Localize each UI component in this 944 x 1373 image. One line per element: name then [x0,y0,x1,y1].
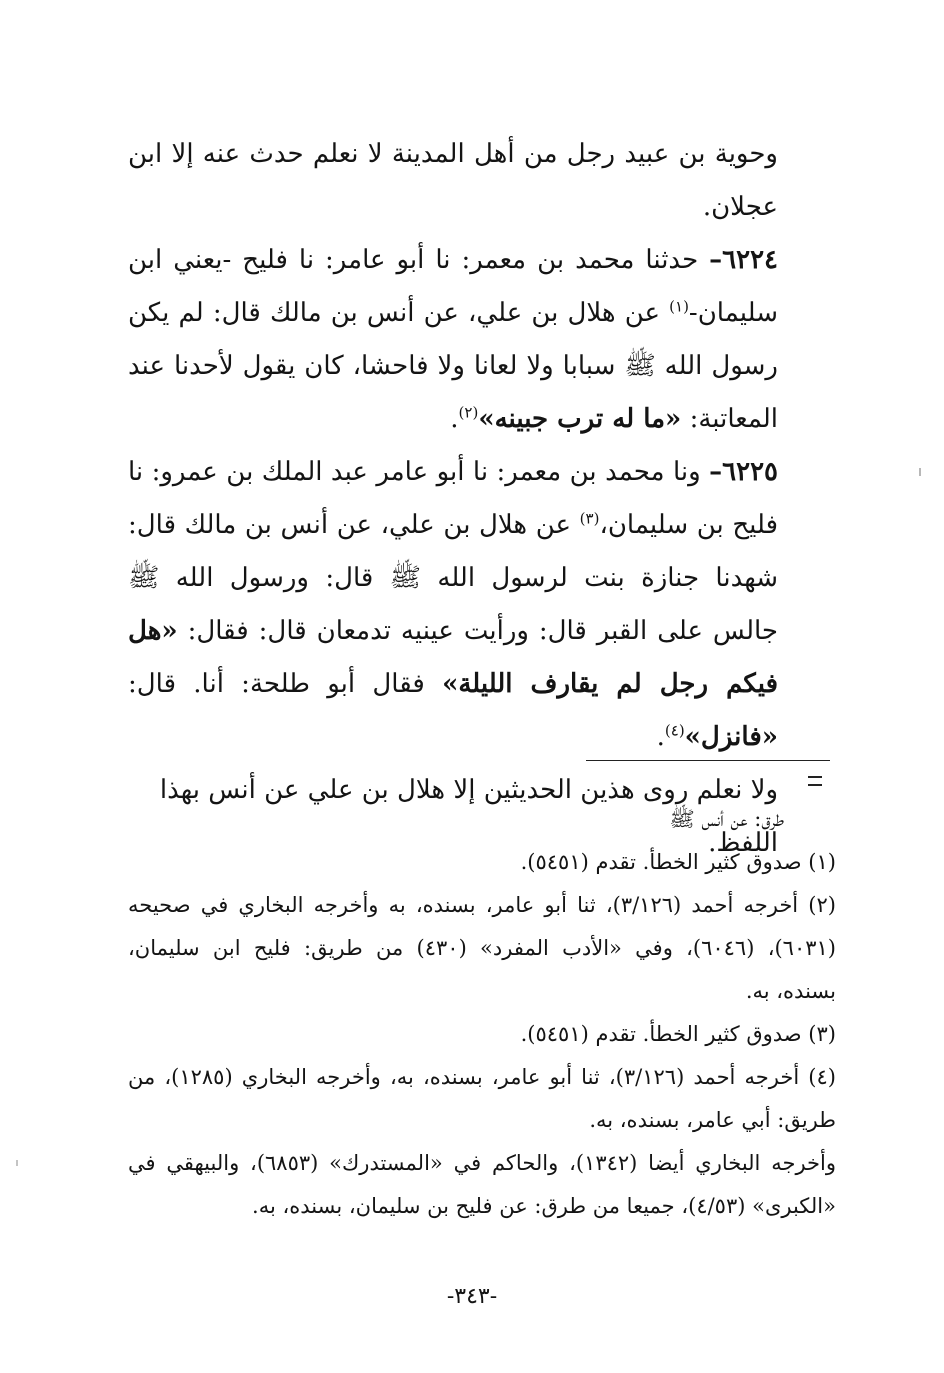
hadith-text: عن هلال بن علي، عن أنس بن مالك قال: لم يكن رسول الله ﷺ سبابا ولا لعانا ولا فاحشا، كان يقول لأحدنا عند المعاتبة: [128,298,778,434]
hadith-text: ونا محمد بن معمر: نا أبو عامر عبد الملك بن عمرو: نا فليح بن سليمان، [128,457,779,540]
continuation-mark [808,776,822,786]
footnote-1: (١) صدوق كثير الخطأ. تقدم (٥٤٥١). [520,850,836,874]
footnote-4-continuation: وأخرجه البخاري أيضا (١٣٤٢)، والحاكم في «المستدرك» (٦٨٥٣)، والبيهقي في «الكبرى» (٤/٥٣)، جميعا من طرق: عن فليح بن سليمان، بسنده، به. [128,1151,836,1218]
hadith-end: . [656,722,665,752]
prophetic-quote: «هل فيكم رجل لم يقارف الليلة» [128,616,779,699]
footnote-2: (٢) أخرجه أحمد (٣/١٢٦)، ثنا أبو عامر، بسنده، به وأخرجه البخاري في صحيحه (٦٠٣١)، (٦٠٤٦)، وفي «الأدب المفرد» (٤٣٠) من طريق: فليح ابن سليمان، بسنده، به. [128,893,836,1003]
prophetic-quote: «فانزل» [684,722,778,752]
hadith-end: . [450,404,459,434]
hadith-text: حدثنا محمد بن معمر: نا أبو عامر: نا فليح -يعني ابن سليمان- [128,245,778,328]
hadith-dash: – [709,245,723,275]
closing-remark: ولا نعلم روى هذين الحديثين إلا هلال بن علي عن أنس بهذا اللفظ. [159,775,778,858]
footnote-3: (٣) صدوق كثير الخطأ. تقدم (٥٤٥١). [520,1022,836,1046]
footnote-ref: (٢) [458,403,479,422]
footnote-ref: (٤) [664,721,685,740]
footnote-4: (٤) أخرجه أحمد (٣/١٢٦)، ثنا أبو عامر، بسنده، به، وأخرجه البخاري (١٢٨٥)، من طريق: أبي عامر، بسنده، به. [128,1065,836,1132]
hadith-6224 [128,234,838,446]
page-number: -٣٤٣- [446,1284,498,1309]
main-text [128,128,838,870]
hadith-text: فقال أبو طلحة: أنا. قال: [128,669,443,699]
footnotes [128,798,836,1228]
hadith-number: ٦٢٢٥ [722,457,778,487]
footnote-continuation: طرق: عن أنس ﷺ [669,807,784,831]
hadith-text: عن هلال بن علي، عن أنس بن مالك قال: شهدنا جنازة بنت لرسول الله ﷺ قال: ورسول الله ﷺ جالس على القبر قال: ورأيت عينيه تدمعان قال: فقال: [128,510,778,646]
hadith-6225 [128,446,838,764]
footnote-separator [586,760,830,761]
hadith-dash: – [709,457,723,487]
margin-mark [16,1160,18,1166]
margin-mark [919,468,921,476]
footnote-ref: (٣) [579,509,600,528]
hadith-number: ٦٢٢٤ [722,245,778,275]
footnote-ref: (١) [669,297,689,316]
prophetic-quote: «ما له ترب جبينه» [478,404,682,434]
paragraph-intro: وحوية بن عبيد رجل من أهل المدينة لا نعلم حدث عنه إلا ابن عجلان. [128,139,778,222]
